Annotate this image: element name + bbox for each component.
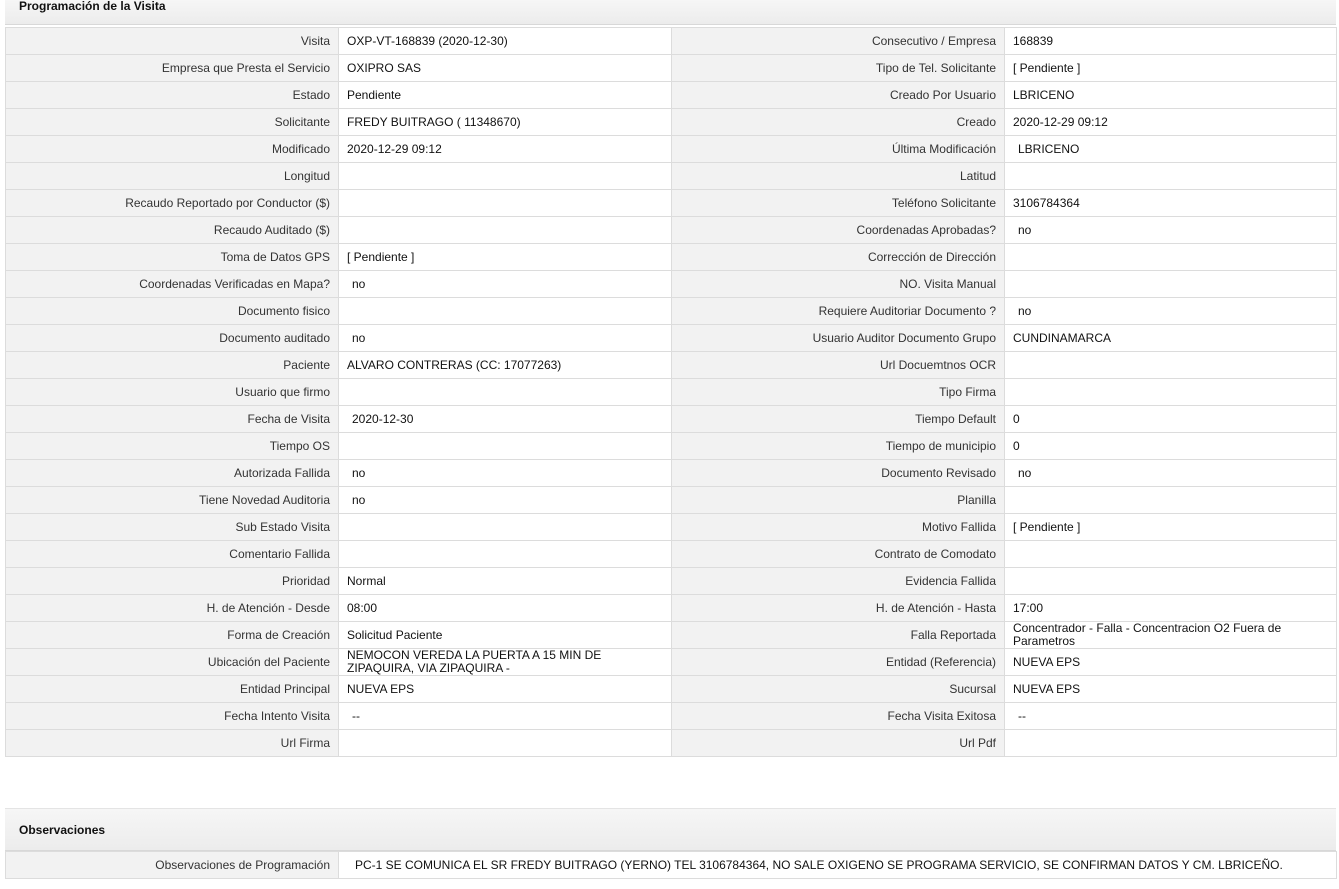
- field-label: NO. Visita Manual: [672, 271, 1005, 298]
- field-value: Pendiente: [339, 82, 672, 109]
- field-label: Fecha de Visita: [6, 406, 339, 433]
- detail-row: [6, 163, 1337, 190]
- field-value: [1005, 379, 1337, 406]
- field-label: Longitud: [6, 163, 339, 190]
- field-value: [1005, 487, 1337, 514]
- observations-value: PC-1 SE COMUNICA EL SR FREDY BUITRAGO (YERNO) TEL 3106784364, NO SALE OXIGENO SE PROGRAMA SERVICIO, SE CONFIRMAN DATOS Y CM. LBRICEÑO.: [339, 852, 1337, 879]
- field-label: Visita: [6, 28, 339, 55]
- detail-row: [6, 136, 1337, 163]
- detail-row: [6, 28, 1337, 55]
- field-value: [339, 514, 672, 541]
- field-value: [339, 433, 672, 460]
- observations-section-title: Observaciones: [5, 808, 1336, 851]
- field-label: Tiempo Default: [672, 406, 1005, 433]
- detail-row: [6, 217, 1337, 244]
- detail-row: [6, 298, 1337, 325]
- field-label: Usuario que firmo: [6, 379, 339, 406]
- field-value: no: [339, 487, 672, 514]
- field-value: [339, 190, 672, 217]
- field-value: --: [339, 703, 672, 730]
- field-value: 2020-12-29 09:12: [1005, 109, 1337, 136]
- field-value: [339, 730, 672, 757]
- field-value: [1005, 244, 1337, 271]
- field-value: 3106784364: [1005, 190, 1337, 217]
- field-label: Entidad Principal: [6, 676, 339, 703]
- field-value: 2020-12-29 09:12: [339, 136, 672, 163]
- detail-row: [6, 244, 1337, 271]
- field-label: Teléfono Solicitante: [672, 190, 1005, 217]
- field-value: NUEVA EPS: [339, 676, 672, 703]
- field-label: Forma de Creación: [6, 622, 339, 649]
- field-label: Toma de Datos GPS: [6, 244, 339, 271]
- field-value: NUEVA EPS: [1005, 676, 1337, 703]
- field-value: OXIPRO SAS: [339, 55, 672, 82]
- field-label: Latitud: [672, 163, 1005, 190]
- field-value: no: [339, 460, 672, 487]
- field-value: [1005, 163, 1337, 190]
- field-label: Tiempo OS: [6, 433, 339, 460]
- field-label: Coordenadas Aprobadas?: [672, 217, 1005, 244]
- detail-row: [6, 595, 1337, 622]
- detail-row: [6, 325, 1337, 352]
- detail-row: [6, 379, 1337, 406]
- detail-row: [6, 433, 1337, 460]
- field-label: Tiene Novedad Auditoria: [6, 487, 339, 514]
- field-label: Modificado: [6, 136, 339, 163]
- field-value: ALVARO CONTRERAS (CC: 17077263): [339, 352, 672, 379]
- detail-row: [6, 109, 1337, 136]
- field-label: Creado Por Usuario: [672, 82, 1005, 109]
- field-label: Url Docuemtnos OCR: [672, 352, 1005, 379]
- field-value: 168839: [1005, 28, 1337, 55]
- detail-row: [6, 190, 1337, 217]
- field-value: 17:00: [1005, 595, 1337, 622]
- field-value: OXP-VT-168839 (2020-12-30): [339, 28, 672, 55]
- detail-row: [6, 82, 1337, 109]
- detail-row: [6, 541, 1337, 568]
- field-label: Usuario Auditor Documento Grupo: [672, 325, 1005, 352]
- field-label: Documento Revisado: [672, 460, 1005, 487]
- detail-row: [6, 649, 1337, 676]
- field-label: Recaudo Reportado por Conductor ($): [6, 190, 339, 217]
- field-value: [339, 379, 672, 406]
- field-label: Documento fisico: [6, 298, 339, 325]
- detail-row: [6, 622, 1337, 649]
- field-label: Tipo Firma: [672, 379, 1005, 406]
- field-label: Motivo Fallida: [672, 514, 1005, 541]
- detail-row: [6, 568, 1337, 595]
- field-value: 08:00: [339, 595, 672, 622]
- detail-row: [6, 730, 1337, 757]
- field-label: Evidencia Fallida: [672, 568, 1005, 595]
- field-label: Prioridad: [6, 568, 339, 595]
- field-value: [1005, 541, 1337, 568]
- field-label: Fecha Visita Exitosa: [672, 703, 1005, 730]
- field-value: CUNDINAMARCA: [1005, 325, 1337, 352]
- field-label: Consecutivo / Empresa: [672, 28, 1005, 55]
- field-label: Última Modificación: [672, 136, 1005, 163]
- field-value: FREDY BUITRAGO ( 11348670): [339, 109, 672, 136]
- field-label: Autorizada Fallida: [6, 460, 339, 487]
- field-value: [ Pendiente ]: [1005, 514, 1337, 541]
- field-label: Fecha Intento Visita: [6, 703, 339, 730]
- field-label: Tipo de Tel. Solicitante: [672, 55, 1005, 82]
- field-value: LBRICENO: [1005, 82, 1337, 109]
- field-value: [ Pendiente ]: [339, 244, 672, 271]
- field-label: Tiempo de municipio: [672, 433, 1005, 460]
- field-value: 2020-12-30: [339, 406, 672, 433]
- field-label: Solicitante: [6, 109, 339, 136]
- field-label: Requiere Auditoriar Documento ?: [672, 298, 1005, 325]
- field-value: [339, 298, 672, 325]
- observations-table: [5, 851, 1337, 879]
- field-value: [1005, 568, 1337, 595]
- field-value: Concentrador - Falla - Concentracion O2 Fuera de Parametros: [1005, 622, 1337, 649]
- detail-row: [6, 406, 1337, 433]
- field-value: [1005, 271, 1337, 298]
- detail-row: [6, 676, 1337, 703]
- detail-row: [6, 271, 1337, 298]
- observations-row: [6, 852, 1337, 879]
- field-label: Paciente: [6, 352, 339, 379]
- detail-row: [6, 460, 1337, 487]
- field-label: Corrección de Dirección: [672, 244, 1005, 271]
- detail-row: [6, 487, 1337, 514]
- visit-details-table: [5, 27, 1337, 757]
- field-value: no: [339, 271, 672, 298]
- field-value: --: [1005, 703, 1337, 730]
- field-value: 0: [1005, 406, 1337, 433]
- field-label: Creado: [672, 109, 1005, 136]
- field-label: Sucursal: [672, 676, 1005, 703]
- field-label: Url Pdf: [672, 730, 1005, 757]
- field-value: LBRICENO: [1005, 136, 1337, 163]
- field-label: Planilla: [672, 487, 1005, 514]
- field-label: Ubicación del Paciente: [6, 649, 339, 676]
- field-value: [1005, 730, 1337, 757]
- field-label: H. de Atención - Hasta: [672, 595, 1005, 622]
- field-label: Empresa que Presta el Servicio: [6, 55, 339, 82]
- detail-row: [6, 703, 1337, 730]
- field-value: NEMOCON VEREDA LA PUERTA A 15 MIN DE ZIPAQUIRA, VIA ZIPAQUIRA -: [339, 649, 672, 676]
- detail-row: [6, 352, 1337, 379]
- field-value: no: [1005, 460, 1337, 487]
- field-label: Estado: [6, 82, 339, 109]
- field-value: [339, 217, 672, 244]
- observations-label: Observaciones de Programación: [6, 852, 339, 879]
- detail-row: [6, 55, 1337, 82]
- field-value: [339, 541, 672, 568]
- field-value: [339, 163, 672, 190]
- field-value: no: [1005, 217, 1337, 244]
- field-label: Falla Reportada: [672, 622, 1005, 649]
- field-value: NUEVA EPS: [1005, 649, 1337, 676]
- field-label: Entidad (Referencia): [672, 649, 1005, 676]
- field-label: Coordenadas Verificadas en Mapa?: [6, 271, 339, 298]
- field-value: [ Pendiente ]: [1005, 55, 1337, 82]
- field-value: no: [339, 325, 672, 352]
- field-value: no: [1005, 298, 1337, 325]
- field-value: [1005, 352, 1337, 379]
- detail-row: [6, 514, 1337, 541]
- field-label: H. de Atención - Desde: [6, 595, 339, 622]
- field-value: 0: [1005, 433, 1337, 460]
- field-label: Url Firma: [6, 730, 339, 757]
- field-label: Comentario Fallida: [6, 541, 339, 568]
- field-label: Contrato de Comodato: [672, 541, 1005, 568]
- field-label: Recaudo Auditado ($): [6, 217, 339, 244]
- schedule-section-title: Programación de la Visita: [5, 0, 1336, 25]
- field-value: Solicitud Paciente: [339, 622, 672, 649]
- field-label: Sub Estado Visita: [6, 514, 339, 541]
- field-value: Normal: [339, 568, 672, 595]
- field-label: Documento auditado: [6, 325, 339, 352]
